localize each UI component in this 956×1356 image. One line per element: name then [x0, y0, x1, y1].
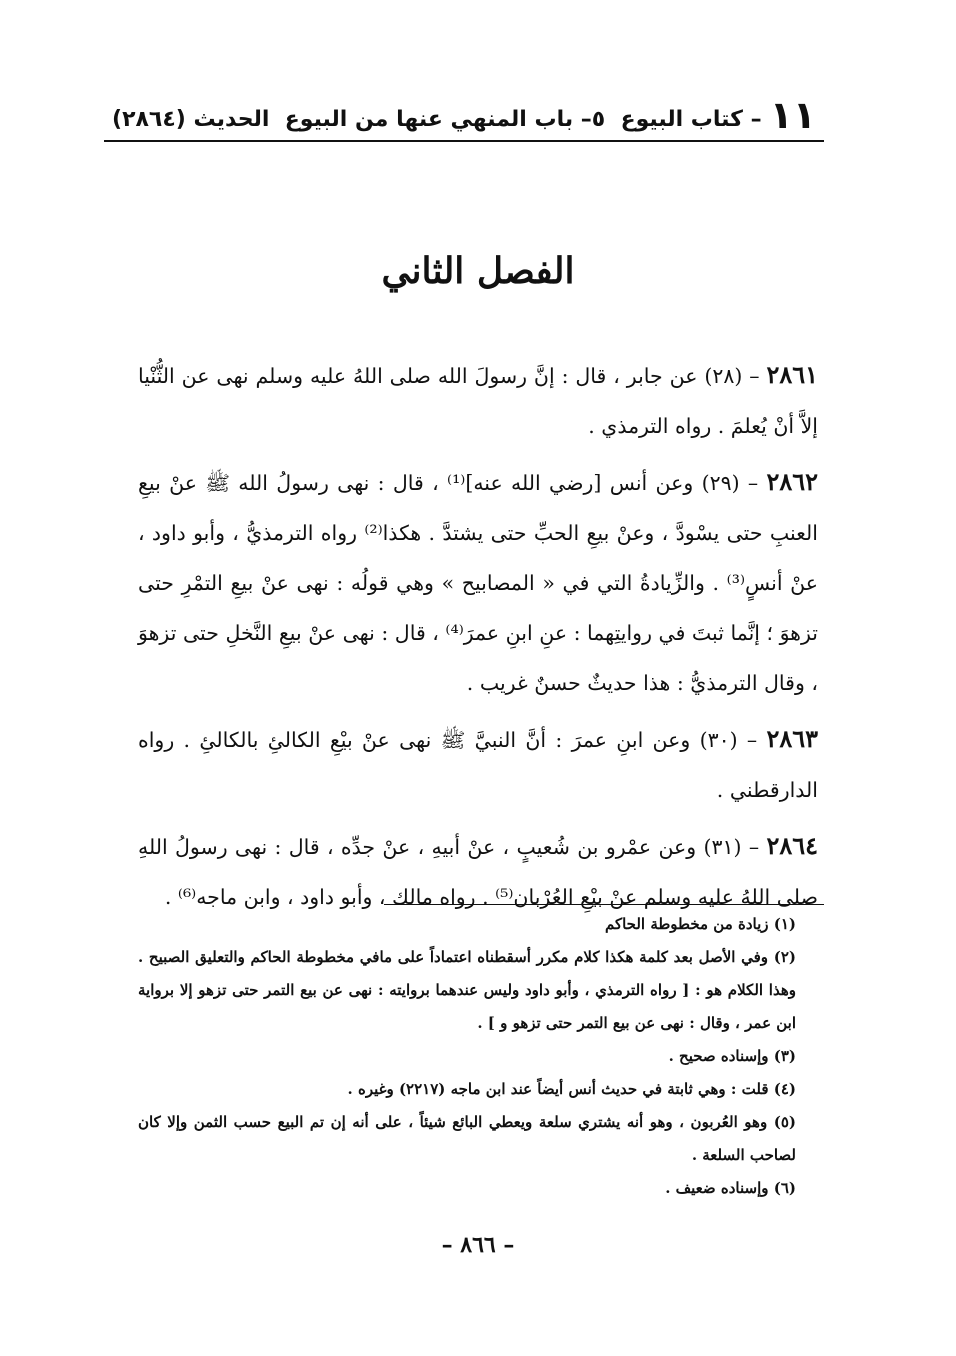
hadith-text: – (٣٠) وعن ابنِ عمرَ : أنَّ النبيَّ ﷺ نهى عنْ بيْعِ الكالئِ بالكالئِ . رواه الدارقطني .	[138, 728, 818, 802]
hadith-text: – (٢٩) وعن أنس [رضي الله عنه]⁽¹⁾ ، قال : نهى رسولُ الله ﷺ عنْ بيعِ العنبِ حتى يسْودَّ ، وعنْ بيعِ الحبِّ حتى يشتدَّ . هكذا⁽²⁾ رواه الترمذيُّ ، وأبو داود ، عنْ أنسٍ⁽³⁾ . والزِّيادةُ التي في « المصابيح » وهي قولُه : نهى عنْ بيعِ التمْرِ حتى تزهوَ ؛ إنَّما ثبتَ في روايتِهما : عنِ ابنِ عمرَ⁽⁴⁾ ، قال : نهى عنْ بيعِ النَّخلِ حتى تزهوَ ، وقال الترمذيُّ : هذا حديثٌ حسنٌ غريب .	[138, 471, 818, 695]
hadith-reference: الحديث (٢٨٦٤)	[112, 107, 270, 132]
hadith-entry	[138, 714, 818, 815]
book-title-group	[620, 93, 816, 137]
hadith-entry	[138, 350, 818, 451]
hadith-number: ٢٨٦٢	[766, 467, 819, 496]
book-number: ١١	[769, 93, 816, 137]
footnote: (١) زيادة من مخطوطة الحاكم	[604, 915, 796, 933]
hadith-text: – (٢٨) عن جابر ، قال : إنَّ رسولَ الله صلى اللهُ عليه وسلم نهى عن الثُّنْيا إلاَّ أنْ يُعلمَ . رواه الترمذي .	[138, 364, 818, 438]
hadith-list	[138, 350, 818, 928]
running-header	[104, 92, 824, 142]
footnotes	[138, 908, 824, 1205]
chapter-title: ٥– باب المنهي عنها من البيوع	[284, 107, 606, 132]
book-title: – كتاب البيوع	[620, 107, 762, 132]
footnote: (٣) وإسناده صحيح .	[668, 1047, 796, 1065]
hadith-text: – (٣١) وعن عمْرو بن شُعيبٍ ، عنْ أبيهِ ، عنْ جدِّه ، قال : نهى رسولُ اللهِ صلى اللهُ عليه وسلم عنْ بيْعِ العُرْبان⁽⁵⁾ . رواه مالك ، وأبو داود ، وابن ماجه⁽⁶⁾ .	[138, 835, 818, 909]
hadith-number: ٢٨٦١	[766, 360, 818, 389]
hadith-number: ٢٨٦٣	[766, 724, 818, 753]
footnote-divider	[384, 904, 824, 905]
section-title: الفصل الثاني	[381, 250, 575, 292]
footnote: (٤) قلت : وهي ثابتة في حديث أنس أيضاً عند ابن ماجه (٢٢١٧) وغيره .	[347, 1080, 796, 1098]
page-number: – ٨٦٦ –	[441, 1232, 515, 1258]
footnote: (٢) وفي الأصل بعد كلمة هكذا كلام مكرر أسقطناه اعتماداً على مافي مخطوطة الحاكم والتعليق الصبيح . وهذا الكلام هو : [ رواه الترمذي ، وأبو داود وليس عندهما بروايته : نهى عن بيع التمر حتى تزهو إلا برواية ابن عمر ، وقال : نهى عن بيع التمر حتى تزهو و ] .	[138, 948, 796, 1032]
hadith-entry	[138, 457, 818, 708]
footnote: (٥) وهو العُربون ، وهو أنه يشتري سلعة ويعطي البائع شيئاً ، على أنه إن تم البيع حسب الثمن وإلا كان لصاحب السلعة .	[138, 1113, 796, 1164]
hadith-entry	[138, 821, 818, 922]
footnote: (٦) وإسناده ضعيف .	[665, 1179, 796, 1197]
hadith-number: ٢٨٦٤	[766, 831, 818, 860]
